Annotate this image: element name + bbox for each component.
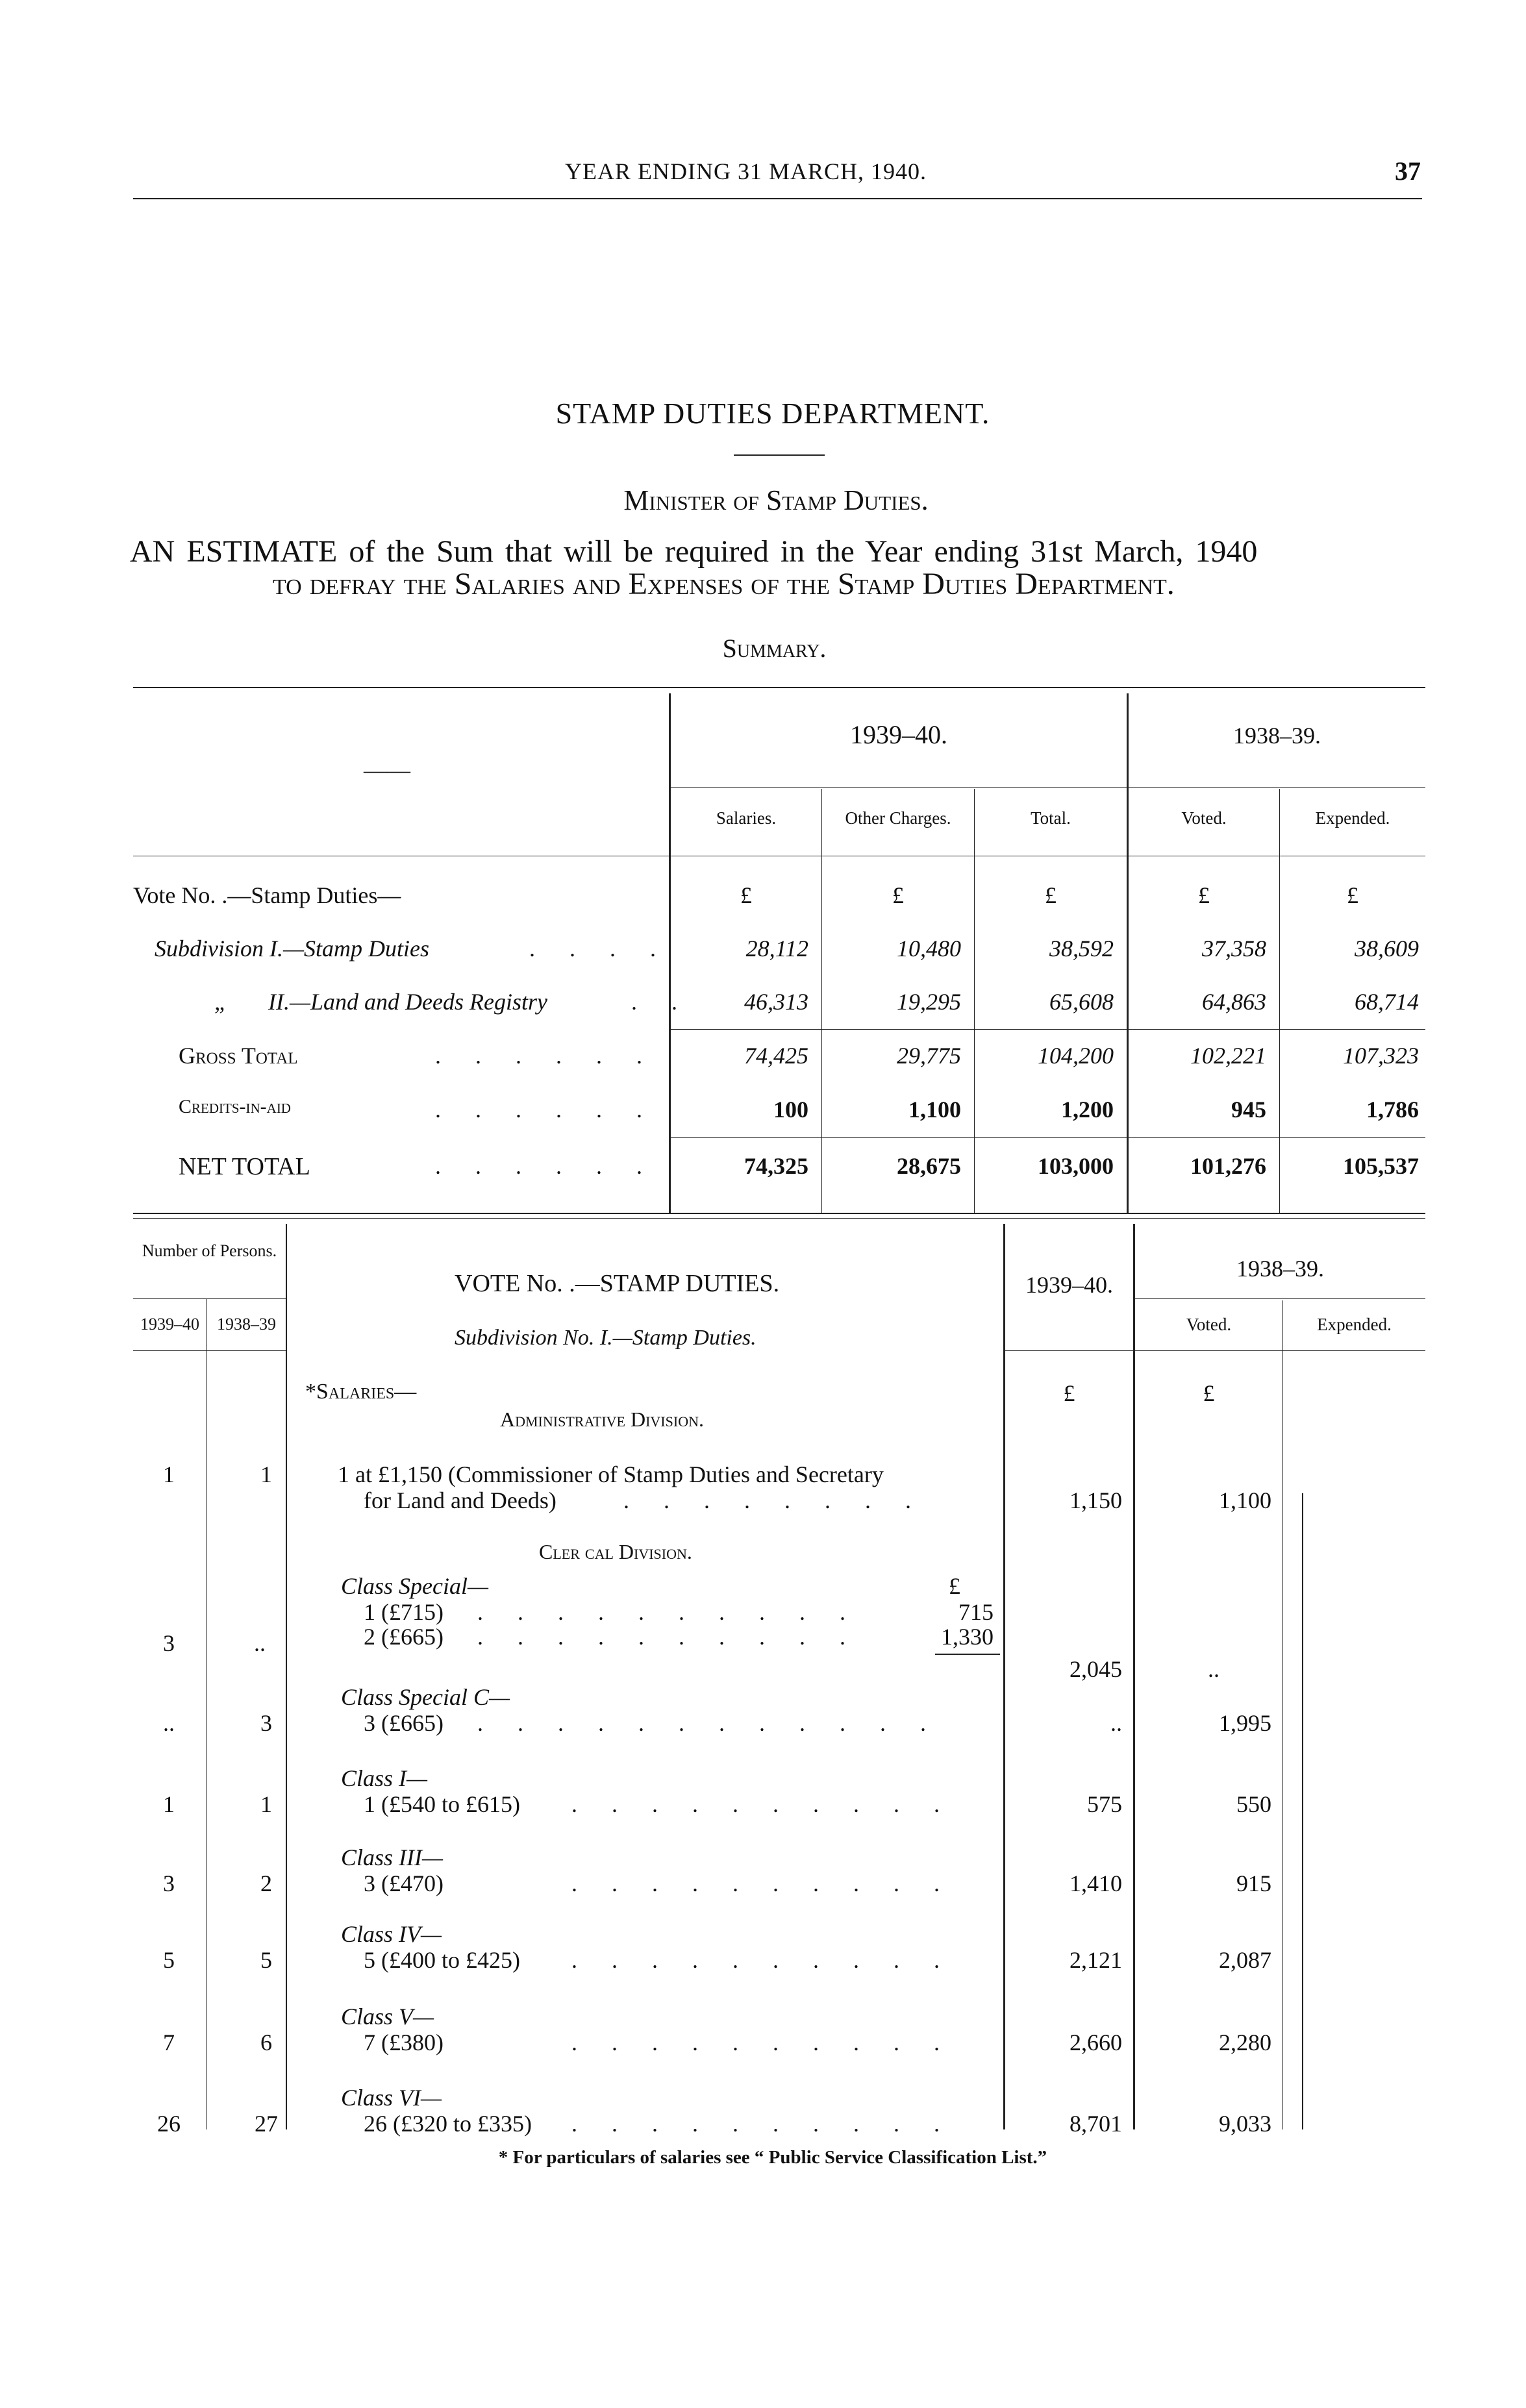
detail-persons-header: Number of Persons. [142, 1241, 277, 1260]
detail-vline-expended [1282, 1300, 1283, 2129]
detail-persons-1938-value: 1 [260, 1461, 272, 1487]
detail-pound-1939: £ [1063, 1380, 1075, 1406]
detail-persons-1938-value: 1 [260, 1791, 272, 1817]
detail-sub-pound: £ [949, 1573, 960, 1599]
summary-bottom-rule-2 [133, 1218, 1425, 1219]
summary-cell: 1,200 [1061, 1097, 1114, 1123]
summary-cell: 100 [773, 1097, 808, 1123]
detail-value-voted: 2,280 [1219, 2029, 1271, 2055]
summary-cell: 65,608 [1049, 989, 1114, 1015]
summary-title: Summary. [722, 634, 827, 663]
footnote: * For particulars of salaries see “ Public Service Classification List.” [498, 2147, 1047, 2168]
summary-cell: 19,295 [897, 989, 961, 1015]
detail-persons-1938-value: 2 [260, 1870, 272, 1896]
summary-cell: 37,358 [1202, 936, 1266, 962]
detail-value-1939: 2,121 [1069, 1947, 1122, 1973]
summary-cell: 1,100 [908, 1097, 961, 1123]
summary-stub-dash: —— [364, 757, 410, 783]
summary-cell: 38,592 [1049, 936, 1114, 962]
detail-class-title: Class Special C— [341, 1684, 510, 1710]
detail-commissioner-line-2: for Land and Deeds) [364, 1487, 557, 1513]
detail-row-leader: . . . . . . . . . . [571, 1947, 954, 1973]
detail-persons-1939-value: 26 [157, 2111, 181, 2137]
detail-col-expended: Expended. [1317, 1315, 1392, 1334]
summary-subtotal-rule [671, 1029, 1425, 1030]
summary-currency-salaries: £ [740, 882, 752, 908]
summary-cell: 101,276 [1190, 1153, 1266, 1179]
detail-row-leader: . . . . . . . . . . [477, 1599, 860, 1625]
detail-class-title: Class I— [341, 1765, 428, 1791]
summary-header-other-charges: Other Charges. [845, 808, 951, 828]
detail-admin-division: Administrative Division. [500, 1408, 704, 1431]
detail-header-bottom-rule [1005, 1350, 1425, 1351]
summary-header-salaries: Salaries. [716, 808, 777, 828]
summary-cell: 28,675 [897, 1153, 961, 1179]
detail-persons-1939-value: 1 [163, 1461, 175, 1487]
detail-row-leader: . . . . . . . . . . [571, 1791, 954, 1817]
detail-commissioner-line-1: 1 at £1,150 (Commissioner of Stamp Duties and Secretary [338, 1461, 884, 1487]
detail-class-title: Class VI— [341, 2085, 442, 2111]
estimate-line-2-text: to defray the Salaries and Expenses of the Stamp Duties Department. [273, 567, 1175, 601]
detail-subdivision: Subdivision No. I.—Stamp Duties. [455, 1326, 757, 1350]
summary-cell: 28,112 [745, 936, 808, 962]
detail-value-1939: .. [1110, 1710, 1122, 1736]
detail-vline-persons-mid [206, 1298, 207, 2129]
detail-row-leader: . . . . . . . . . . [571, 2029, 954, 2055]
summary-header-total: Total. [1031, 808, 1071, 828]
summary-row-leader: . . . . [529, 936, 670, 962]
summary-group-rule [669, 787, 1425, 788]
header-rule [133, 198, 1422, 199]
summary-cell: 945 [1231, 1097, 1266, 1123]
detail-class-title: Class IV— [341, 1921, 442, 1947]
summary-row-label: „ II.—Land and Deeds Registry [214, 989, 547, 1015]
running-header-title: YEAR ENDING 31 MARCH, 1940. [565, 158, 927, 184]
minister-heading: Minister of Stamp Duties. [623, 484, 929, 516]
detail-value-1939: 8,701 [1069, 2111, 1122, 2137]
detail-class-line: 3 (£470) [364, 1870, 444, 1896]
detail-persons-1938-value: 3 [260, 1710, 272, 1736]
detail-value-1939: 1,410 [1069, 1870, 1122, 1896]
summary-group-1939: 1939–40. [850, 720, 947, 749]
detail-clerical-division: Cler cal Division. [539, 1540, 692, 1563]
detail-persons-1939-value: 3 [163, 1870, 175, 1896]
detail-row-leader: . . . . . . . . . . [571, 1870, 954, 1896]
summary-cell: 68,714 [1355, 989, 1419, 1015]
summary-currency-voted: £ [1198, 882, 1210, 908]
detail-salaries-label: *Salaries— [305, 1380, 417, 1404]
summary-row-label: NET TOTAL [179, 1153, 310, 1180]
detail-persons-1939: 1939–40 [140, 1315, 199, 1334]
estimate-line-1: AN ESTIMATE of the Sum that will be required in the Year ending 31st March, 1940 [130, 534, 1258, 569]
summary-header-voted: Voted. [1181, 808, 1227, 828]
detail-persons-rule-1 [133, 1298, 286, 1299]
detail-persons-1939-value: .. [163, 1710, 175, 1736]
detail-value-voted: 1,995 [1219, 1710, 1271, 1736]
detail-value-voted: 550 [1236, 1791, 1271, 1817]
detail-persons-rule-2 [133, 1350, 286, 1351]
detail-col-voted: Voted. [1186, 1315, 1232, 1334]
detail-class-line: 26 (£320 to £335) [364, 2111, 532, 2137]
detail-persons-1938-value: 5 [260, 1947, 272, 1973]
summary-row-label: Credits-in-aid [179, 1096, 291, 1117]
summary-row-label: Subdivision I.—Stamp Duties [155, 936, 429, 962]
summary-cell: 38,609 [1355, 936, 1419, 962]
detail-row-leader: . . . . . . . . . . [571, 2111, 954, 2137]
summary-cell: 74,325 [744, 1153, 808, 1179]
detail-class-line: 3 (£665) [364, 1710, 444, 1736]
detail-class-title: Class III— [341, 1844, 444, 1870]
summary-net-rule [671, 1137, 1425, 1138]
summary-row-leader: . . . . . . [435, 1097, 657, 1123]
summary-top-rule [133, 687, 1425, 688]
detail-1938-group-rule [1135, 1298, 1425, 1299]
summary-cell: 107,323 [1343, 1043, 1419, 1069]
detail-row-leader: . . . . . . . . [623, 1487, 925, 1513]
summary-header-expended: Expended. [1315, 808, 1390, 828]
detail-value-voted: 915 [1236, 1870, 1271, 1896]
detail-value-1939: 2,045 [1069, 1656, 1122, 1682]
summary-cell: 103,000 [1038, 1153, 1114, 1179]
summary-cell: 102,221 [1190, 1043, 1266, 1069]
detail-value-voted: 2,087 [1219, 1947, 1271, 1973]
detail-persons-1938-value: 27 [255, 2111, 278, 2137]
summary-group-1938: 1938–39. [1233, 723, 1321, 749]
detail-persons-1938: 1938–39 [217, 1315, 276, 1334]
detail-value-1939: 2,660 [1069, 2029, 1122, 2055]
summary-row-leader: . . [631, 989, 692, 1015]
detail-class-line: 1 (£715) [364, 1599, 444, 1625]
detail-value-1939: 575 [1087, 1791, 1122, 1817]
department-title: STAMP DUTIES DEPARTMENT. [555, 397, 990, 430]
detail-class-line: 2 (£665) [364, 1624, 444, 1650]
detail-vote-title: VOTE No. .—STAMP DUTIES. [455, 1270, 780, 1297]
detail-class-title: Class Special— [341, 1573, 489, 1599]
summary-vote-label: Vote No. .—Stamp Duties— [133, 882, 401, 908]
summary-cell: 74,425 [744, 1043, 808, 1069]
title-rule [734, 454, 825, 456]
estimate-line-2 [273, 566, 1175, 602]
detail-pound-voted: £ [1203, 1380, 1215, 1406]
page-number: 37 [1395, 156, 1421, 186]
summary-cell: 104,200 [1038, 1043, 1114, 1069]
summary-currency-expended: £ [1347, 882, 1358, 908]
detail-class-title: Class V— [341, 2004, 434, 2029]
detail-value-voted: .. [1208, 1656, 1220, 1682]
detail-row-leader: . . . . . . . . . . [477, 1624, 860, 1650]
detail-persons-1938-value: .. [254, 1630, 266, 1656]
detail-vline-persons-right [286, 1224, 287, 2129]
detail-persons-1939-value: 1 [163, 1791, 175, 1817]
summary-cell: 1,786 [1366, 1097, 1419, 1123]
detail-col-1939: 1939–40. [1025, 1272, 1113, 1298]
detail-sub-amount-rule [935, 1654, 1000, 1655]
detail-persons-1939-value: 3 [163, 1630, 175, 1656]
detail-bracket-line [1302, 1493, 1303, 2129]
detail-class-line: 7 (£380) [364, 2029, 444, 2055]
detail-persons-1939-value: 5 [163, 1947, 175, 1973]
detail-class-line: 1 (£540 to £615) [364, 1791, 520, 1817]
summary-cell: 29,775 [897, 1043, 961, 1069]
detail-row-leader: . . . . . . . . . . . . [477, 1710, 940, 1736]
summary-row-leader: . . . . . . [435, 1153, 657, 1179]
detail-col-1938: 1938–39. [1236, 1256, 1324, 1282]
summary-bottom-rule [133, 1213, 1425, 1214]
detail-value-voted: 9,033 [1219, 2111, 1271, 2137]
detail-class-line: 5 (£400 to £425) [364, 1947, 520, 1973]
summary-cell: 46,313 [744, 989, 808, 1015]
summary-row-leader: . . . . . . [435, 1043, 657, 1069]
detail-value-1939: 1,150 [1069, 1487, 1122, 1513]
summary-cell: 64,863 [1202, 989, 1266, 1015]
summary-row-label: Gross Total [179, 1043, 298, 1069]
detail-persons-1939-value: 7 [163, 2029, 175, 2055]
detail-sub-amount: 1,330 [941, 1624, 994, 1650]
detail-value-voted: 1,100 [1219, 1487, 1271, 1513]
summary-currency-total: £ [1045, 882, 1057, 908]
summary-cell: 10,480 [897, 936, 961, 962]
summary-cell: 105,537 [1343, 1153, 1419, 1179]
detail-sub-amount: 715 [958, 1599, 994, 1625]
summary-currency-other: £ [892, 882, 904, 908]
detail-persons-1938-value: 6 [260, 2029, 272, 2055]
